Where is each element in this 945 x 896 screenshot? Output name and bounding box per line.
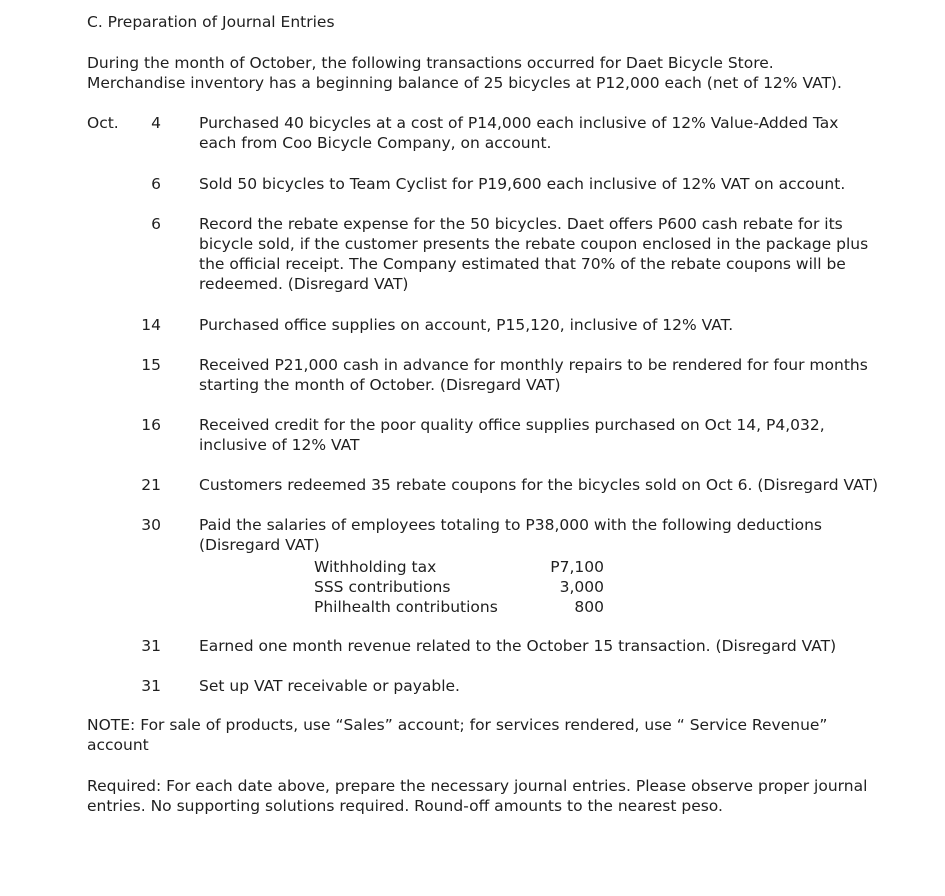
transaction-line: inclusive of 12% VAT (199, 436, 360, 454)
note-line: account (87, 736, 149, 754)
transaction-line: Customers redeemed 35 rebate coupons for the bicycles sold on Oct 6. (Disregard VAT) (199, 476, 879, 494)
transaction-line: redeemed. (Disregard VAT) (199, 275, 409, 293)
transaction-line: each from Coo Bicycle Company, on account. (199, 134, 552, 152)
transaction-text (199, 315, 879, 335)
required-paragraph (87, 776, 907, 816)
note-paragraph (87, 715, 887, 755)
transaction-line: the official receipt. The Company estimated that 70% of the rebate coupons will be (199, 255, 846, 273)
transaction-line: Earned one month revenue related to the October 15 transaction. (Disregard VAT) (199, 637, 837, 655)
transaction-text (199, 636, 879, 656)
transaction-day: 6 (151, 215, 161, 233)
transaction-text (199, 515, 879, 555)
transaction-day: 14 (141, 316, 161, 334)
transaction-line: Paid the salaries of employees totaling to P38,000 with the following deductions (199, 516, 823, 534)
note-line: NOTE: For sale of products, use “Sales” account; for services rendered, use “ Service Revenue” (87, 716, 828, 734)
transaction-text (199, 355, 879, 395)
transaction-text (199, 676, 879, 696)
transaction-text (199, 214, 879, 294)
deduction-amount: 800 (574, 598, 604, 616)
transaction-day: 16 (141, 416, 161, 434)
transaction-day: 21 (141, 476, 161, 494)
transaction-line: Received credit for the poor quality office supplies purchased on Oct 14, P4,032, (199, 416, 825, 434)
transaction-text (199, 415, 879, 455)
deduction-label: Withholding tax (314, 558, 437, 576)
deduction-row (314, 597, 614, 617)
transaction-line: Purchased office supplies on account, P15,120, inclusive of 12% VAT. (199, 316, 734, 334)
intro-line: Merchandise inventory has a beginning balance of 25 bicycles at P12,000 each (net of 12% VAT). (87, 74, 842, 92)
transaction-line: Received P21,000 cash in advance for monthly repairs to be rendered for four months (199, 356, 868, 374)
intro-paragraph (87, 53, 907, 93)
salary-deductions (314, 557, 614, 617)
transaction-day: 4 (151, 114, 161, 132)
transaction-line: Record the rebate expense for the 50 bicycles. Daet offers P600 cash rebate for its (199, 215, 843, 233)
deduction-label: SSS contributions (314, 578, 451, 596)
deduction-row (314, 577, 614, 597)
deduction-amount: P7,100 (550, 558, 604, 576)
required-line: Required: For each date above, prepare the necessary journal entries. Please observe proper journal (87, 777, 868, 795)
transaction-line: bicycle sold, if the customer presents the rebate coupon enclosed in the package plus (199, 235, 869, 253)
intro-line: During the month of October, the following transactions occurred for Daet Bicycle Store. (87, 54, 774, 72)
transaction-day: 15 (141, 356, 161, 374)
transaction-text (199, 174, 879, 194)
deduction-row (314, 557, 614, 577)
transaction-line: Set up VAT receivable or payable. (199, 677, 460, 695)
transaction-day: 30 (141, 516, 161, 534)
transaction-text (199, 113, 879, 153)
transaction-day: 31 (141, 637, 161, 655)
transaction-line: (Disregard VAT) (199, 536, 320, 554)
month-label: Oct. (87, 114, 119, 132)
transaction-line: Sold 50 bicycles to Team Cyclist for P19,600 each inclusive of 12% VAT on account. (199, 175, 846, 193)
required-line: entries. No supporting solutions required. Round-off amounts to the nearest peso. (87, 797, 723, 815)
deduction-label: Philhealth contributions (314, 598, 498, 616)
transaction-day: 31 (141, 677, 161, 695)
transaction-text (199, 475, 879, 495)
transaction-line: starting the month of October. (Disregard VAT) (199, 376, 561, 394)
transaction-line: Purchased 40 bicycles at a cost of P14,000 each inclusive of 12% Value-Added Tax (199, 114, 839, 132)
deduction-amount: 3,000 (559, 578, 604, 596)
section-heading: C. Preparation of Journal Entries (87, 13, 335, 31)
transaction-day: 6 (151, 175, 161, 193)
